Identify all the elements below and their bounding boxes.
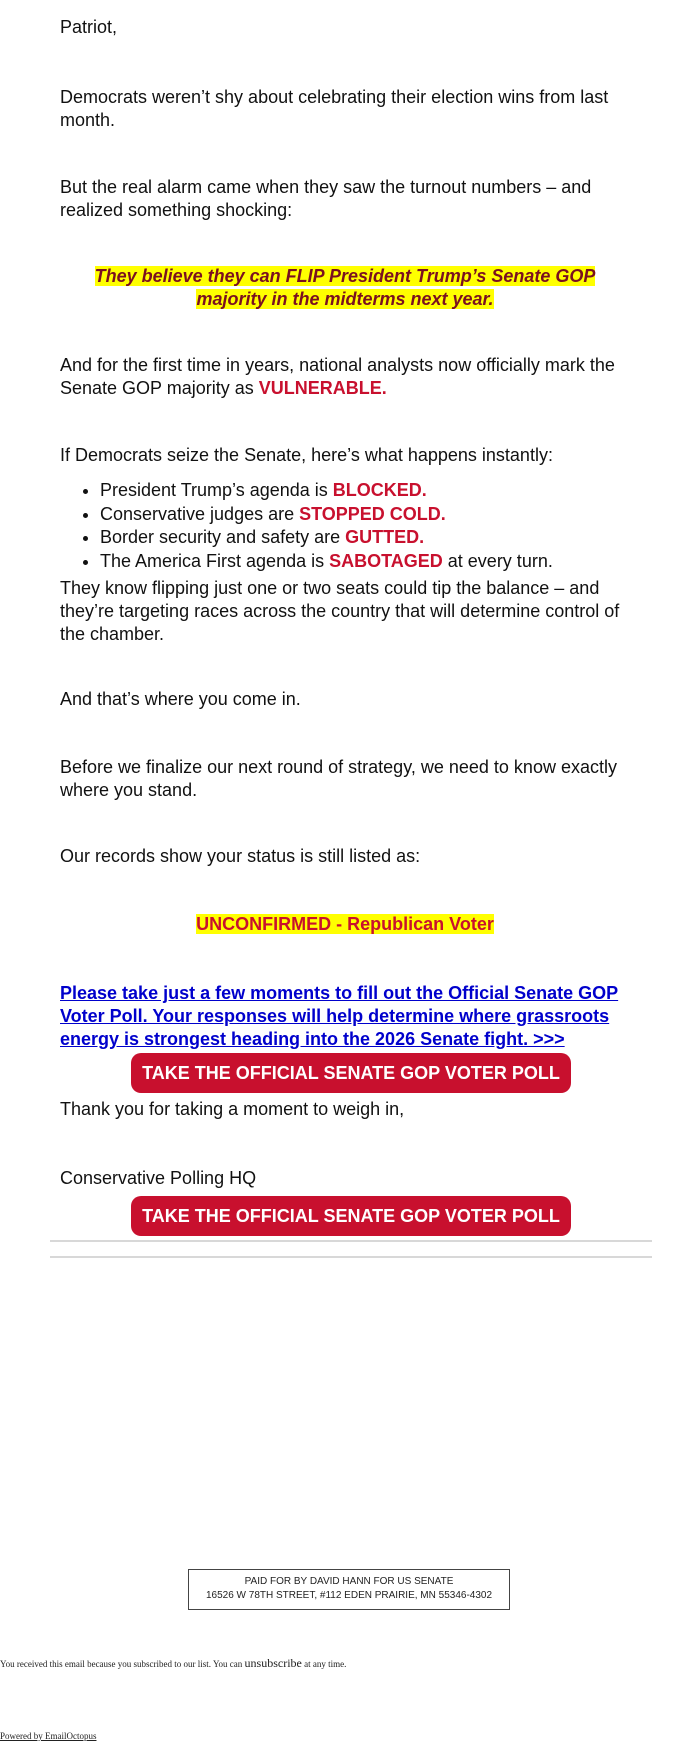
list-item: • President Trump’s agenda is BLOCKED. (100, 479, 630, 503)
thanks-line: Thank you for taking a moment to weigh in, (60, 1099, 405, 1119)
poll-link[interactable]: Please take just a few moments to fill out the Official Senate GOP Voter Poll. Your responses will help determine where grassroots energy is strongest heading into the 2026 Senate fight. >>> (60, 983, 619, 1049)
highlight-quote: They believe they can FLIP President Trump’s Senate GOP majority in the midterms next year. (94, 266, 596, 309)
highlight-quote-block (60, 265, 630, 311)
list-item: • Conservative judges are STOPPED COLD. (100, 503, 630, 527)
unsubscribe-link[interactable]: unsubscribe (244, 1656, 302, 1670)
divider (50, 1240, 652, 1242)
status-badge: UNCONFIRMED - Republican Voter (196, 914, 494, 934)
signature: Conservative Polling HQ (60, 1168, 257, 1188)
vulnerable-emphasis: VULNERABLE. (258, 378, 387, 398)
paid-for-address: 16526 W 78TH STREET, #112 EDEN PRAIRIE, MN 55346-4302 (205, 1590, 493, 1601)
vulnerable-text: And for the first time in years, national analysts now officially mark the Senate GOP majority as (60, 355, 615, 398)
paragraph-flipping: They know flipping just one or two seats could tip the balance – and they’re targeting races across the country that will determine control of the chamber. (60, 578, 620, 644)
status-block (60, 913, 630, 936)
salutation: Patriot, (60, 17, 118, 37)
paragraph-vulnerable (60, 354, 630, 400)
paragraph-where-you-come-in: And that’s where you come in. (60, 689, 301, 709)
paid-for-disclaimer (188, 1569, 510, 1610)
paid-for-line: PAID FOR BY DAVID HANN FOR US SENATE (244, 1576, 454, 1587)
paragraph-strategy: Before we finalize our next round of strategy, we need to know exactly where you stand. (60, 757, 617, 800)
subscription-notice: You received this email because you subscribed to our list. You can unsubscribe at any time. (0, 1656, 347, 1670)
powered-by-link[interactable]: Powered by EmailOctopus (0, 1731, 97, 1741)
take-poll-button[interactable]: TAKE THE OFFICIAL SENATE GOP VOTER POLL (131, 1053, 571, 1093)
list-item: • The America First agenda is SABOTAGED at every turn. (100, 550, 630, 574)
take-poll-button-bottom[interactable]: TAKE THE OFFICIAL SENATE GOP VOTER POLL (131, 1196, 571, 1236)
cta-paragraph (60, 982, 630, 1051)
list-item: • Border security and safety are GUTTED. (100, 526, 630, 550)
paragraph-celebrating: Democrats weren’t shy about celebrating their election wins from last month. (60, 87, 609, 130)
paragraph-alarm: But the real alarm came when they saw the turnout numbers – and realized something shocking: (60, 177, 592, 220)
divider (50, 1256, 652, 1258)
consequences-list (60, 479, 630, 573)
paragraph-records: Our records show your status is still listed as: (60, 846, 421, 866)
paragraph-if-democrats: If Democrats seize the Senate, here’s what happens instantly: (60, 445, 553, 465)
